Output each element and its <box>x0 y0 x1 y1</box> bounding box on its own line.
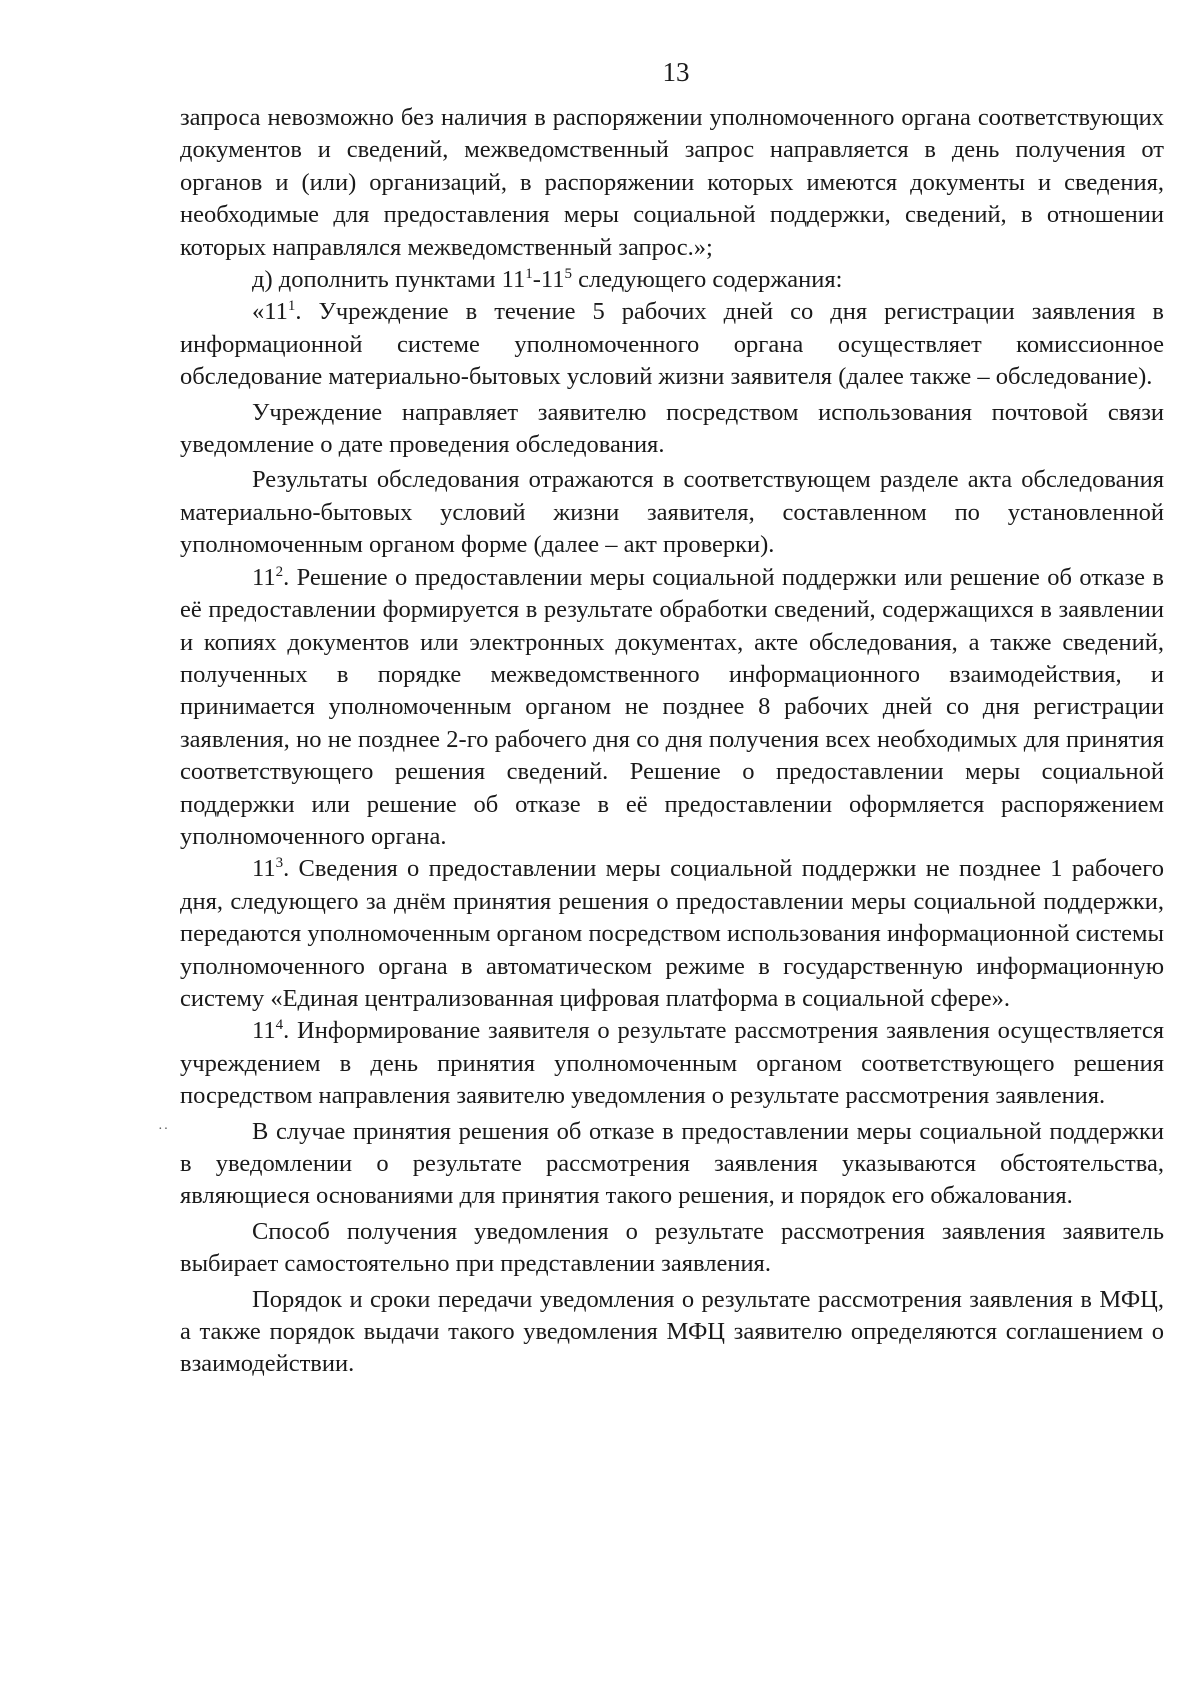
paragraph-clause-11-1: «$11^1$. Учреждение в течение 5 рабочих дней со дня регистрации заявления в информационной системе уполномоченного органа осуществляет комиссионное обследование материально-бытовых условий жизни заявителя (далее также – обследование). <box>180 298 1164 391</box>
paragraph-amendment-intro: д) дополнить пунктами $11^1-11^5$ следующего содержания: <box>252 265 843 294</box>
paragraph-mfc-procedure: Порядок и сроки передачи уведомления о результате рассмотрения заявления в МФЦ, а также порядок выдачи такого уведомления МФЦ заявителю определяются соглашением о взаимодействии. <box>180 1285 1164 1378</box>
paragraph-clause-11-3: $11^3$. Сведения о предоставлении меры социальной поддержки не позднее 1 рабочего дня, следующего за днём принятия решения о предоставлении меры социальной поддержки, передаются уполномоченным органом посредством использования информационной системы уполномоченного органа в автоматическом режиме в государственную информационную систему «Единая централизованная цифровая платформа в социальной сфере». <box>180 855 1164 1012</box>
paragraph-notification-method: Способ получения уведомления о результате рассмотрения заявления заявитель выбирает самостоятельно при представлении заявления. <box>180 1217 1164 1278</box>
paragraph-notification: Учреждение направляет заявителю посредством использования почтовой связи уведомление о дате проведения обследования. <box>180 398 1164 459</box>
paragraph-inspection-results: Результаты обследования отражаются в соответствующем разделе акта обследования материально-бытовых условий жизни заявителя, составленном по установленной уполномоченным органом форме (далее – акт проверки). <box>180 466 1164 559</box>
page-number: 13 <box>662 57 690 87</box>
paragraph-continuation: запроса невозможно без наличия в распоряжении уполномоченного органа соответствующих документов и сведений, межведомственный запрос направляется в день получения от органов и (или) организаций, в распоряжении которых имеются документы и сведения, необходимые для предоставления меры социальной поддержки, сведений, в отношении которых направлялся межведомственный запрос.»; <box>180 104 1164 261</box>
paragraph-clause-11-4: $11^4$. Информирование заявителя о результате рассмотрения заявления осуществляется учреждением в день принятия уполномоченным органом соответствующего решения посредством направления заявителю уведомления о результате рассмотрения заявления. <box>180 1017 1164 1110</box>
document-body <box>180 102 1164 1381</box>
scan-margin-mark: ·· <box>158 1122 170 1137</box>
paragraph-refusal-case: В случае принятия решения об отказе в предоставлении меры социальной поддержки в уведомлении о результате рассмотрения заявления указываются обстоятельства, являющиеся основаниями для принятия такого решения, и порядок его обжалования. <box>180 1117 1164 1210</box>
paragraph-clause-11-2: $11^2$. Решение о предоставлении меры социальной поддержки или решение об отказе в её предоставлении формируется в результате обработки сведений, содержащихся в заявлении и копиях документов или электронных документах, акте обследования, а также сведений, полученных в порядке межведомственного информационного взаимодействия, и принимается уполномоченным органом не позднее 8 рабочих дней со дня регистрации заявления, но не позднее 2-го рабочего дня со дня получения всех необходимых для принятия соответствующего решения сведений. Решение о предоставлении меры социальной поддержки или решение об отказе в её предоставлении оформляется распоряжением уполномоченного органа. <box>180 563 1164 850</box>
